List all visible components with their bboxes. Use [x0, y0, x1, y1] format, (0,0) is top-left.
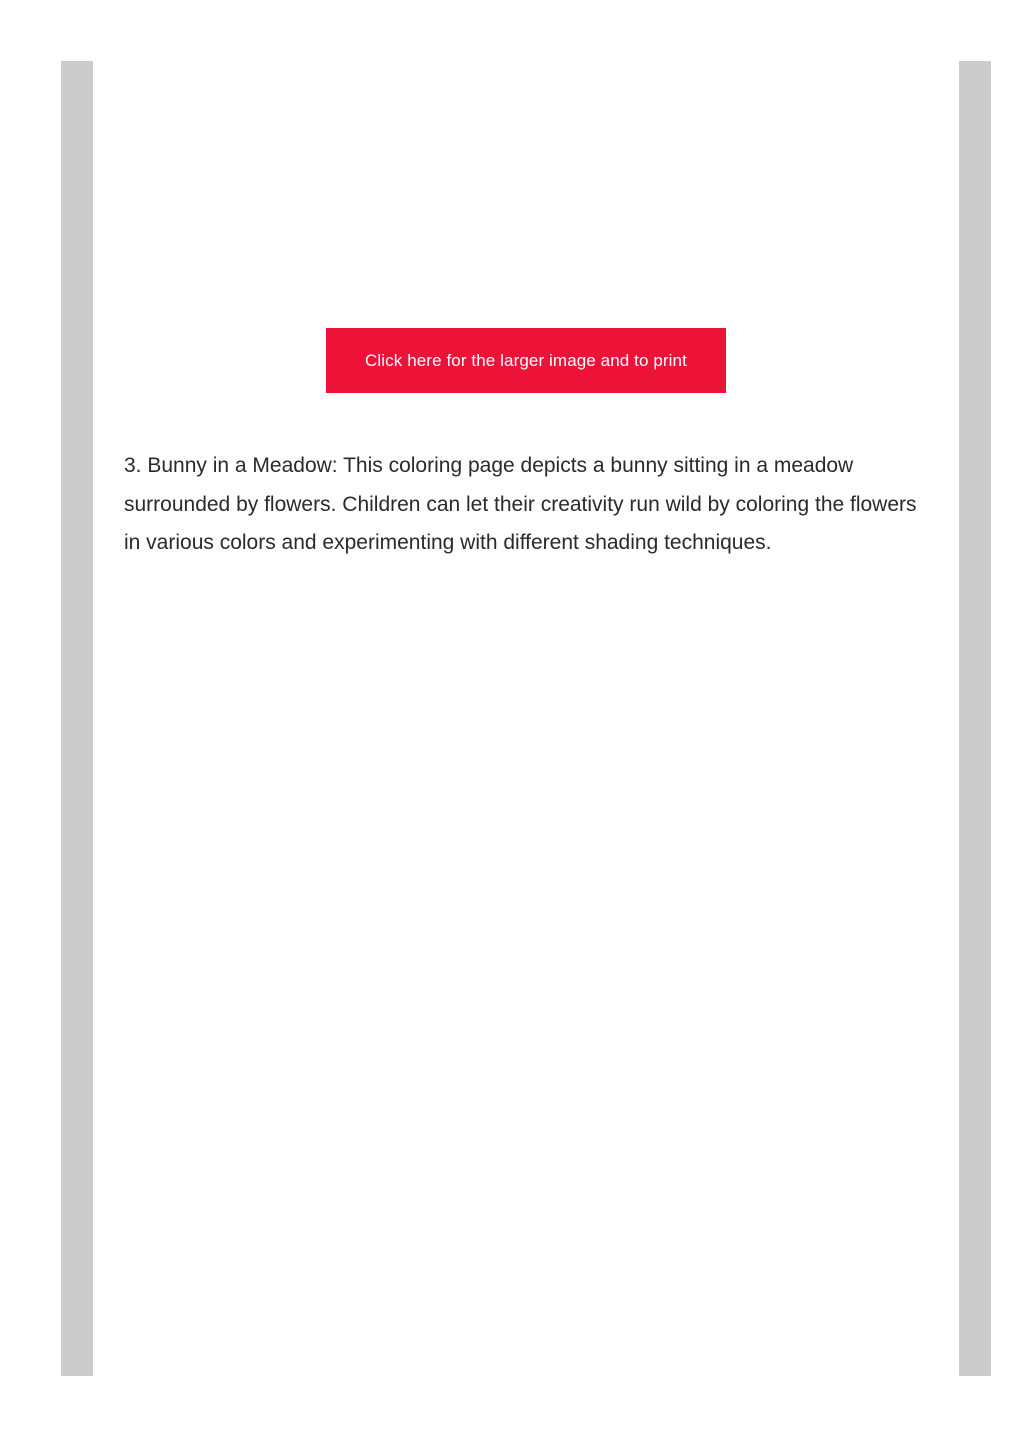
coloring-page-description: 3. Bunny in a Meadow: This coloring page depicts a bunny sitting in a meadow surrounded by flowers. Children can let their creativity run wild by coloring the flowers in various colors and experimenting with different shading techniques. [124, 454, 917, 554]
larger-image-print-button[interactable]: Click here for the larger image and to print [326, 328, 726, 393]
left-side-bar [61, 61, 93, 1376]
content-area [93, 61, 959, 1376]
right-side-bar [959, 61, 991, 1376]
